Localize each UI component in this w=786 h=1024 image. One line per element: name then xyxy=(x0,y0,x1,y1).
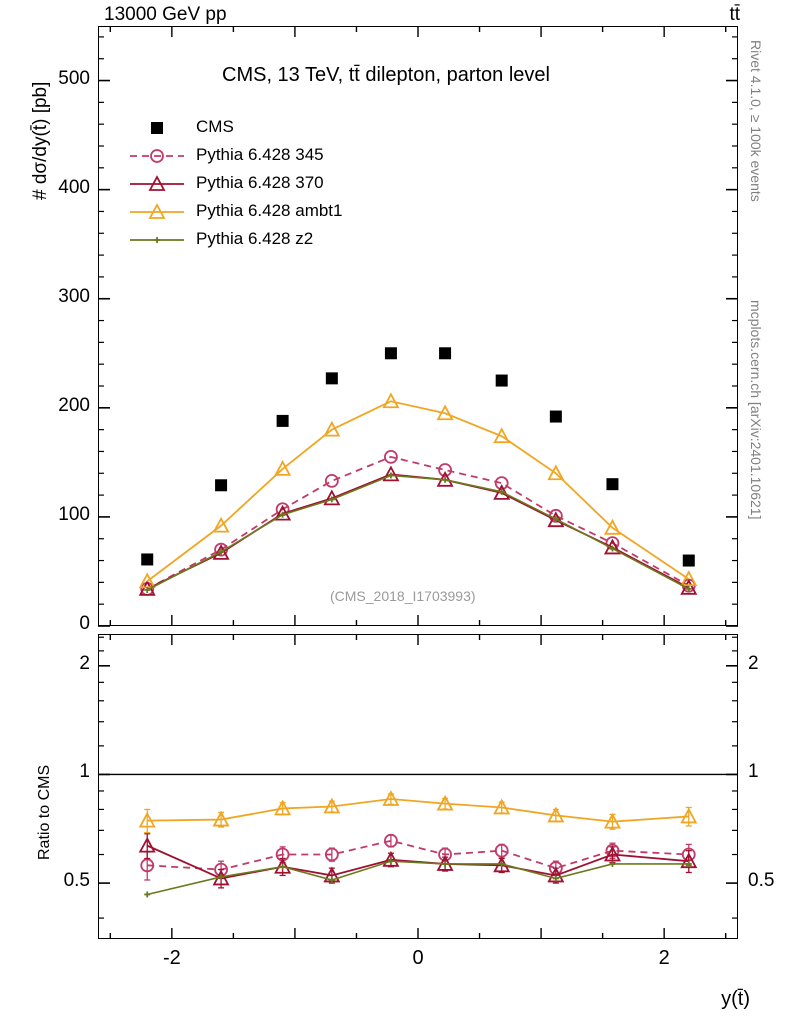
y-tick-100: 100 xyxy=(58,503,90,525)
legend-label-4: Pythia 6.428 z2 xyxy=(196,229,314,248)
x-tick-2: 2 xyxy=(658,947,670,969)
y-tick-500: 500 xyxy=(58,67,90,89)
legend-label-3: Pythia 6.428 ambt1 xyxy=(196,201,343,220)
ratio-y-tick-left-0.5: 0.5 xyxy=(63,870,90,892)
ratio-y-tick-right-1: 1 xyxy=(748,761,759,783)
plot-title: CMS, 13 TeV, tt̄ dilepton, parton level xyxy=(222,64,550,86)
y-tick-300: 300 xyxy=(58,285,90,307)
x-axis-label: y(t̄) xyxy=(721,988,750,1010)
x-tick-0: 0 xyxy=(412,947,424,969)
y-tick-200: 200 xyxy=(58,394,90,416)
y-axis-label-text: # dσ/dy(t̄) [pb] xyxy=(30,81,51,200)
header-right: tt̄ xyxy=(729,4,740,25)
x-tick--2: -2 xyxy=(162,947,181,969)
ratio-y-tick-right-0.5: 0.5 xyxy=(748,870,775,892)
side-label-rivet: Rivet 4.1.0, ≥ 100k events xyxy=(748,40,764,202)
ratio-y-tick-left-1: 1 xyxy=(79,761,90,783)
legend-label-1: Pythia 6.428 345 xyxy=(196,145,324,164)
side-label-mcplots: mcplots.cern.ch [arXiv:2401.10621] xyxy=(748,300,764,520)
legend-label-0: CMS xyxy=(196,117,234,136)
legend-label-2: Pythia 6.428 370 xyxy=(196,173,324,192)
y-tick-400: 400 xyxy=(58,176,90,198)
ratio-y-axis-label: Ratio to CMS xyxy=(36,764,53,860)
header-left: 13000 GeV pp xyxy=(104,4,227,25)
ratio-y-tick-right-2: 2 xyxy=(748,652,759,674)
ratio-y-tick-left-2: 2 xyxy=(79,652,90,674)
y-tick-0: 0 xyxy=(79,613,90,634)
analysis-watermark: (CMS_2018_I1703993) xyxy=(330,588,476,604)
